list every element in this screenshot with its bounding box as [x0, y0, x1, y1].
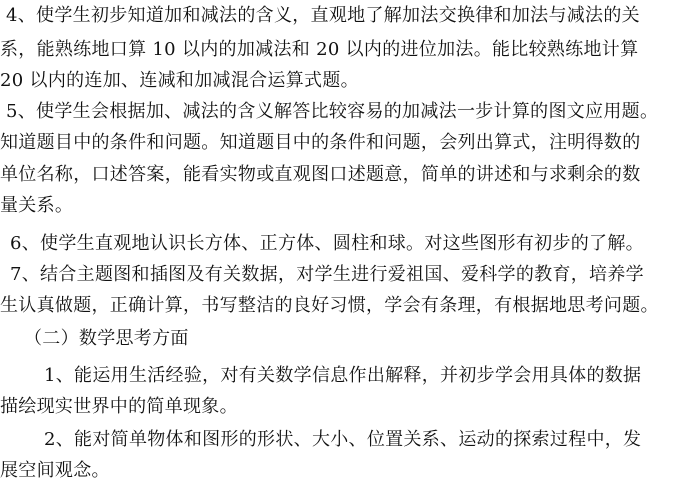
text-line: 5、使学生会根据加、减法的含义解答比较容易的加减法一步计算的图文应用题。	[6, 101, 659, 122]
text-line: 知道题目中的条件和问题。知道题目中的条件和问题，会列出算式，注明得数的	[0, 132, 641, 153]
text-line: 单位名称，口述答案，能看实物或直观图口述题意，简单的讲述和与求剩余的数	[0, 164, 641, 185]
text-line: 7、结合主题图和插图及有关数据，对学生进行爱祖国、爱科学的教育，培养学	[10, 264, 644, 285]
text-line: 生认真做题，正确计算，书写整洁的良好习惯，学会有条理，有根据地思考问题。	[0, 295, 659, 316]
text-line: 系，能熟练地口算 10 以内的加减法和 20 以内的进位加法。能比较熟练地计算	[0, 39, 639, 60]
text-line: 20 以内的连加、连减和加减混合运算式题。	[0, 70, 359, 91]
text-line: 4、使学生初步知道加和减法的含义，直观地了解加法交换律和加法与减法的关	[6, 5, 640, 26]
section-heading: （二）数学思考方面	[24, 328, 189, 349]
text-line: 描绘现实世界中的简单现象。	[0, 396, 238, 417]
text-line: 6、使学生直观地认识长方体、正方体、圆柱和球。对这些图形有初步的了解。	[10, 233, 644, 254]
text-line: 展空间观念。	[0, 460, 110, 481]
text-line: 量关系。	[0, 195, 74, 216]
text-line: 2、能对简单物体和图形的形状、大小、位置关系、运动的探索过程中，发	[44, 429, 642, 450]
text-line: 1、能运用生活经验，对有关数学信息作出解释，并初步学会用具体的数据	[44, 365, 642, 386]
